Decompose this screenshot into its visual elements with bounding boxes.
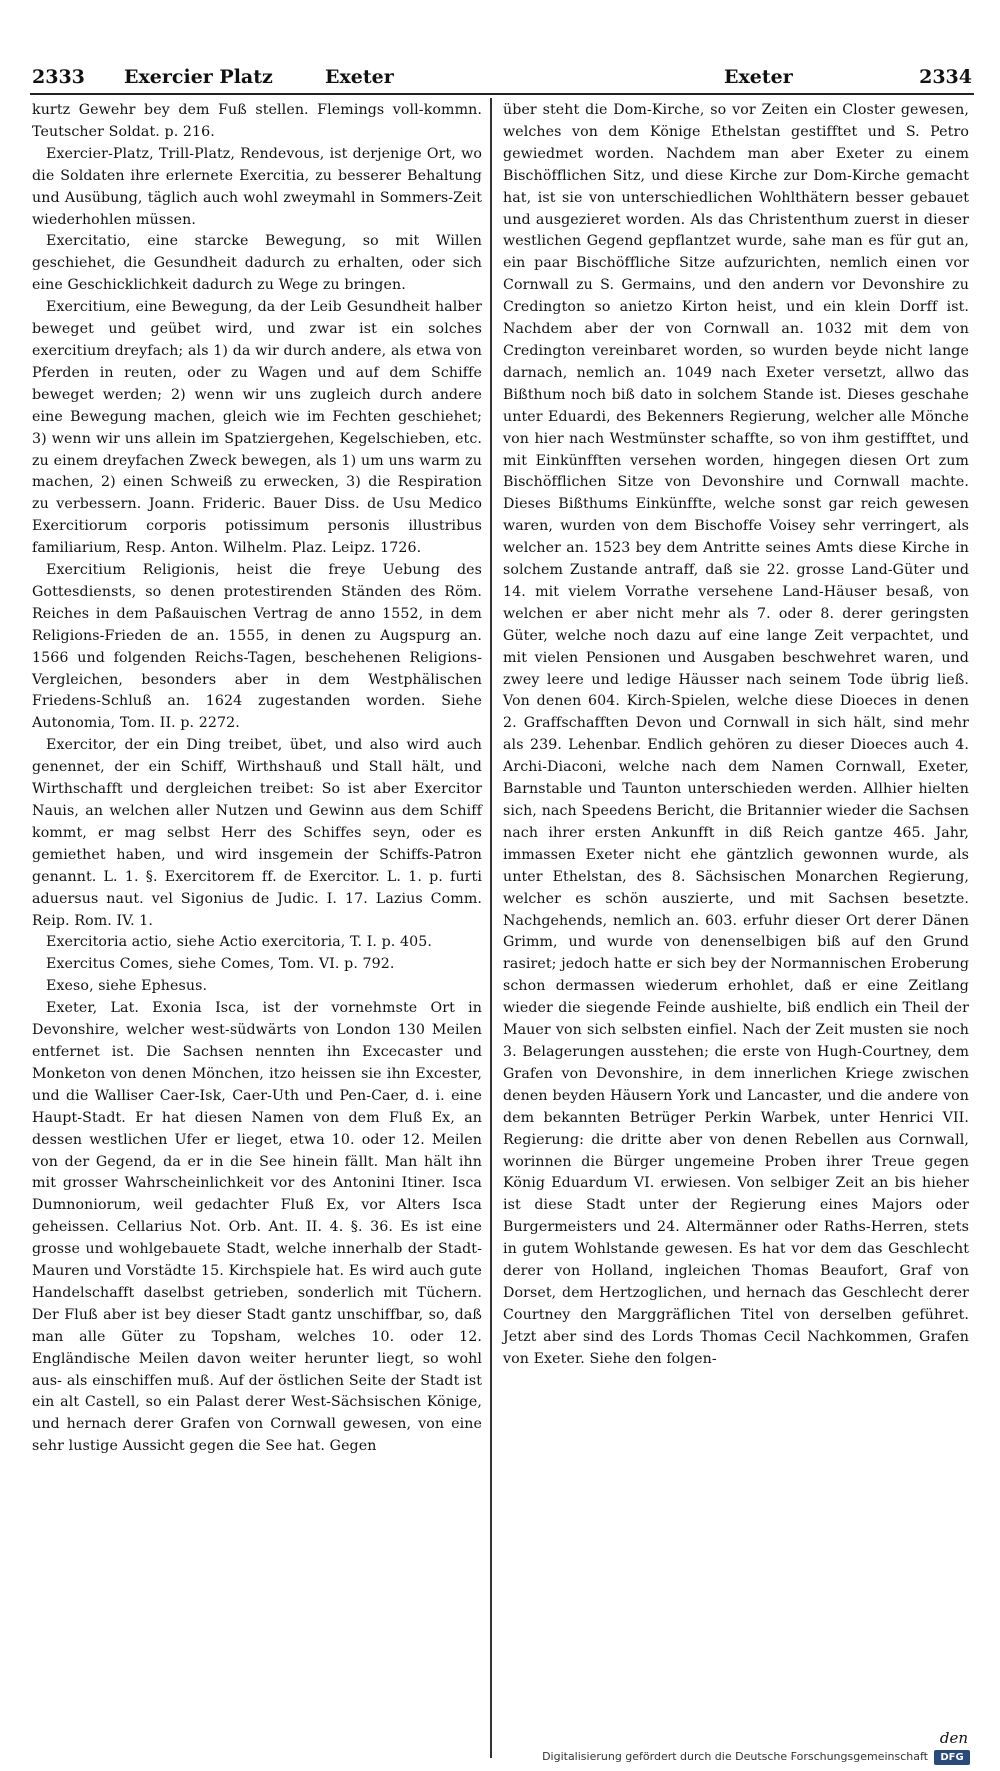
- column-divider: [490, 98, 492, 1758]
- entry-paragraph: Exercitor, der ein Ding treibet, übet, und also wird auch genennet, der ein Schiff, Wirthshauß und Stall hält, und Wirthschafft und dergleichen treibet: So ist aber Exercitor Nauis, an welchen aller Nutzen und Gewinn aus dem Schiff kommt, er mag selbst Herr des Schiffes seyn, oder es gemiethet haben, und wird insgemein der Schiffs-Patron genannt. L. 1. §. Exercitorem ff. de Exercitor. L. 1. p. furti aduersus naut. vel Sigonius de Judic. I. 17. Lazius Comm. Reip. Rom. IV. 1.: [32, 737, 482, 929]
- left-header-keyword-1: Exercier Platz: [124, 66, 273, 88]
- running-header: [32, 62, 972, 92]
- entry-paragraph: Exercier-Platz, Trill-Platz, Rendevous, ist derjenige Ort, wo die Soldaten ihre erlernete Exercitia, zu besserer Behaltung und Ausübung, täglich auch wohl zweymahl in Sommers-Zeit wiederhohlen müssen.: [32, 145, 482, 228]
- entry-paragraph: Exercitium, eine Bewegung, da der Leib Gesundheit halber beweget und geübet wird, und zwar ist ein solches exercitium dreyfach; als 1) da wir durch andere, als etwa von Pferden in reuten, oder zu Wagen und auf dem Schiffe beweget werden; 2) wenn wir uns zugleich durch andere eine Bewegung machen, gleich wie im Fechten geschiehet; 3) wenn wir uns allein im Spatziergehen, Kegelschieben, etc. zu einem dreyfachen Zweck bewegen, als 1) um uns warm zu machen, 2) einen Schweiß zu erwecken, 3) die Respiration zu verbessern. Joann. Frideric. Bauer Diss. de Usu Medico Exercitiorum corporis potissimum personis illustribus familiarium, Resp. Anton. Wilhelm. Plaz. Leipz. 1726.: [32, 299, 482, 557]
- entry-paragraph: Exercitatio, eine starcke Bewegung, so mit Willen geschiehet, die Gesundheit dadurch zu erhalten, oder sich eine Geschicklichkeit dadurch zu Wege zu bringen.: [32, 233, 482, 294]
- dfg-logo: DFG: [934, 1750, 970, 1765]
- catchword: den: [939, 1729, 968, 1747]
- entry-paragraph: Exercitium Religionis, heist die freye Uebung des Gottesdiensts, so denen protestirenden Ständen des Röm. Reiches in dem Paßauischen Vertrag de anno 1552, in dem Religions-Frieden de an. 1555, in denen zu Augspurg an. 1566 und folgenden Reichs-Tagen, beschehenen Religions-Vergleichen, besonders aber in dem Westphälischen Friedens-Schluß an. 1624 zugestanden worden. Siehe Autonomia, Tom. II. p. 2272.: [32, 562, 482, 732]
- right-header-keyword: Exeter: [724, 66, 793, 88]
- entry-paragraph: über steht die Dom-Kirche, so vor Zeiten ein Closter gewesen, welches von dem Könige Ethelstan gestifftet und S. Petro gewiedmet worden. Nachdem man aber Exeter zu einem Bischöfflichen Sitz, und diese Kirche zur Dom-Kirche gemacht hat, ist sie von unterschiedlichen Wohlthätern besser gebauet und ausgezieret worden. Als das Christenthum zuerst in dieser westlichen Gegend gepflantzet wurde, sahe man es für gut an, ein paar Bischöffliche Sitze aufzurichten, nemlich einen vor Cornwall zu S. Germains, und den andern vor Devonshire zu Credington so anietzo Kirton heist, und ein klein Dorff ist. Nachdem aber der von Cornwall an. 1032 mit dem von Credington vereinbaret worden, so wurden beyde nicht lange darnach, nemlich an. 1049 nach Exeter versetzt, allwo das Bißthum noch biß dato in solchem Stande ist. Dieses geschahe unter Eduardi, des Bekenners Regierung, welcher alle Mönche von hier nach Westmünster schaffte, so von ihm gestifftet, und mit Einkünfften versehen worden, hingegen diesen Ort zum Bischöfflichen Sitze von Devonshire und Cornwall machte. Dieses Bißthums Einkünffte, welche sonst gar reich gewesen waren, wurden von dem Bischoffe Voisey sehr verringert, als welcher an. 1523 bey dem Antritte seines Amts diese Kirche in solchem Zustande antraff, daß sie 22. grosse Land-Güter und 14. mit vielem Vorrathe versehene Land-Häuser besaß, von welchen er aber nicht mehr als 7. oder 8. derer geringsten Güter, welche noch dazu auf eine lange Zeit verpachtet, und mit vielen Pensionen und Ausgaben beschwehret waren, und zwey leere und ledige Häusser nach seinem Tode übrig ließ. Von denen 604. Kirch-Spielen, welche diese Dioeces in denen 2. Graffschafften Devon und Cornwall in sich hält, sind mehr als 239. Lehenbar. Endlich gehören zu dieser Dioeces auch 4. Archi-Diaconi, welche nach dem Namen Cornwall, Exeter, Barnstable und Taunton unterschieden werden. Allhier hielten sich, nach Speedens Bericht, die Britannier wieder die Sachsen nach ihrer ersten Ankunfft in diß Reich gantze 465. Jahr, immassen Exeter nicht ehe gäntzlich gewonnen wurde, als unter Ethelstan, des 8. Sächsischen Monarchen Regierung, welcher es schön auszierte, und mit Sachsen besetzte. Nachgehends, nemlich an. 603. erfuhr dieser Ort derer Dänen Grimm, und wurde von denenselbigen biß auf den Grund rasiret; jedoch hatte er sich bey der Normannischen Eroberung schon dermassen wiederum erhohlet, daß er eine Zeitlang wieder die siegende Feinde aushielte, biß endlich ein Theil der Mauer von sich selbsten einfiel. Nach der Zeit musten sie noch 3. Belagerungen ausstehen; die erste von Hugh-Courtney, dem Grafen von Devonshire, in dem innerlichen Kriege zwischen denen beyden Häusern York und Lancaster, und die andere von dem bekannten Betrüger Perkin Warbek, unter Henrici VII. Regierung: die dritte aber von denen Rebellen aus Cornwall, worinnen die Bürger ungemeine Proben ihrer Treue gegen König Eduardum VI. erwiesen. Von selbiger Zeit an bis hieher ist diese Stadt unter der Regierung eines Majors oder Burgermeisters und 24. Altermänner oder Raths-Herren, stets in gutem Wohlstande gewesen. Es hat vor dem das Geschlecht derer von Holland, ingleichen Thomas Beaufort, Graf von Dorset, dem Hertzoglichen, und hernach das Geschlecht derer Courtney den Marggräflichen Titel von derselben geführet. Jetzt aber sind des Lords Thomas Cecil Nachkommen, Grafen von Exeter. Siehe den folgen-: [503, 102, 969, 1367]
- left-column: [32, 100, 482, 1458]
- left-page-number: 2333: [32, 66, 85, 88]
- digitization-credit: Digitalisierung gefördert durch die Deutsche Forschungsgemeinschaft: [542, 1750, 928, 1763]
- entry-paragraph: Exeso, siehe Ephesus.: [46, 978, 208, 995]
- entry-paragraph: Exeter, Lat. Exonia Isca, ist der vornehmste Ort in Devonshire, welcher west-südwärts von London 130 Meilen entfernet ist. Die Sachsen nennten ihn Excecaster und Monketon von denen Mönchen, itzo heissen sie ihn Excester, und die Walliser Caer-Isk, Caer-Uth und Pen-Caer, d. i. eine Haupt-Stadt. Er hat diesen Namen von dem Fluß Ex, an dessen westlichen Ufer er lieget, etwa 10. oder 12. Meilen von der Gegend, da er in die See hinein fällt. Man hält ihn mit grosser Wahrscheinlichkeit vor des Antonini Itiner. Isca Dumnoniorum, weil gedachter Fluß Ex, vor Alters Isca geheissen. Cellarius Not. Orb. Ant. II. 4. §. 36. Es ist eine grosse und wohlgebauete Stadt, welche innerhalb der Stadt-Mauren und Vorstädte 15. Kirchspiele hat. Es wird auch gute Handelschafft daselbst getrieben, sonderlich mit Tüchern. Der Fluß aber ist bey dieser Stadt gantz unschiffbar, so, daß man alle Güter zu Topsham, welches 10. oder 12. Engländische Meilen davon weiter herunter liegt, so wohl aus- als einschiffen muß. Auf der östlichen Seite der Stadt ist ein alt Castell, so ein Palast derer West-Sächsischen Könige, und hernach derer Grafen von Cornwall gewesen, von eine sehr lustige Aussicht gegen die See hat. Gegen: [32, 1000, 482, 1455]
- header-rule: [30, 93, 974, 95]
- entry-paragraph: Exercitoria actio, siehe Actio exercitoria, T. I. p. 405.: [46, 934, 433, 951]
- right-page-number: 2334: [919, 66, 972, 88]
- left-header-keyword-2: Exeter: [325, 66, 394, 88]
- right-column: [503, 100, 969, 1371]
- entry-paragraph: Exercitus Comes, siehe Comes, Tom. VI. p. 792.: [46, 956, 395, 973]
- entry-paragraph: kurtz Gewehr bey dem Fuß stellen. Flemings voll-kommn. Teutscher Soldat. p. 216.: [32, 102, 482, 140]
